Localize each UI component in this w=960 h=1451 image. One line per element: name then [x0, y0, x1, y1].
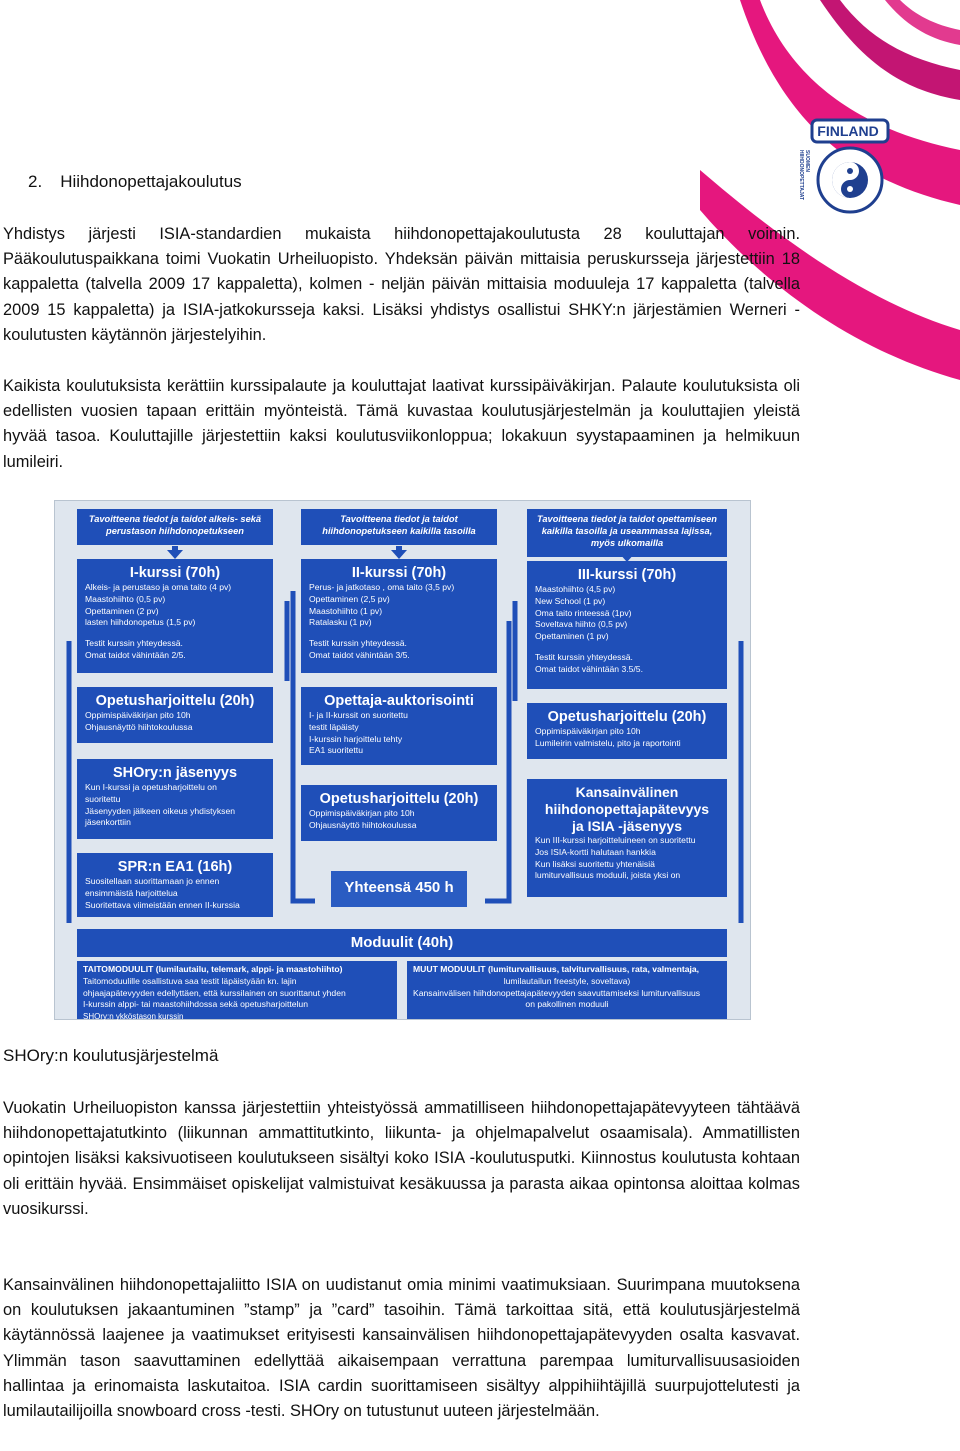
course-line: Perus- ja jatkotaso , oma taito (3,5 pv) — [309, 582, 455, 592]
spr-line: Suoritettava viimeistään ennen II-kurssia — [85, 899, 240, 910]
course-line: Ratalasku (1 pv) — [309, 617, 372, 628]
skill-modules-box — [77, 961, 397, 1022]
module-line: Kansainvälisen hiihdonopettajapätevyyden saavuttamiseksi lumiturvallisuus — [413, 987, 701, 998]
training-system-diagram — [54, 500, 751, 1020]
section-title: Hiihdonopettajakoulutus — [60, 172, 242, 191]
goal-line: Tavoitteena tiedot ja taidot — [340, 514, 458, 524]
paragraph: Yhdistys järjesti ISIA-standardien mukaista hiihdonopettajakoulutusta 28 kouluttajan voimin. Pääkoulutuspaikkana toimi Vuokatin Urheiluopisto. Yhdeksän päivän mittaisia peruskursseja järjestettiin 18 kappaletta (talvella 2009 17 kappaletta), kolmen - neljän päivän mittaisia moduuleja 17 kappaletta (talvella 2009 15 kappaletta) ja ISIA-jatkokursseja kaksi. Lisäksi yhdistys osallistui SHKY:n järjestämien Werneri -koulutusten käytännön järjestelyihin. — [3, 225, 800, 344]
logo-word: FINLAND — [817, 123, 879, 139]
course-test: Omat taidot vähintään 3/5. — [309, 649, 410, 660]
course-line: Maastohiihto (4,5 pv) — [535, 584, 616, 594]
spr-line: Suositellaan suorittamaan jo ennen — [85, 876, 220, 886]
modules-title: Moduulit (40h) — [350, 934, 454, 951]
logo-ring-text: SUOMEN HIIHDONOPETTAJAT — [798, 150, 810, 201]
goal-line: Tavoitteena tiedot ja taidot alkeis- sekä — [88, 514, 262, 524]
course-line: Opettaminen (2 pv) — [85, 605, 159, 616]
authorization-line: testit läpäisty — [309, 721, 359, 732]
paragraph: Vuokatin Urheiluopiston kanssa järjestettiin yhteistyössä ammatilliseen hiihdonopettajapätevyyteen tähtäävä hiihdonopettajatutkinto (liikunnan ammattitutkinto, liikunta- ja ohjelmapalvelut osaamisala). Ammatillisten opintojen lisäksi kaksivuotiseen koulutukseen sisältyi koko ISIA -koulutusputki. Kiinnostus koulutusta kohtaan oli erittäin hyvää. Ensimmäiset opiskelijat valmistuivat kesäkuussa ja parasta aikaa opintonsa aloittaa kolmas vuosikurssi. — [3, 1099, 800, 1218]
membership-line: Kun I-kurssi ja opetusharjoittelu on — [85, 782, 217, 792]
modules-title-box — [77, 929, 727, 957]
course-line: Alkeis- ja perustaso ja oma taito (4 pv) — [85, 582, 232, 592]
practice-line: Oppimispäiväkirjan pito 10h — [85, 710, 191, 720]
course-title: III-kurssi (70h) — [577, 567, 677, 583]
practice-line: Ohjausnäyttö hiihtokoulussa — [85, 721, 193, 732]
authorization-line: EA1 suoritettu — [309, 745, 363, 756]
course-line: Opettaminen (1 pv) — [535, 631, 609, 642]
intl-line: Kun lisäksi suoritettu yhtenäisiä — [535, 858, 655, 869]
intl-line: Jos ISIA-kortti halutaan hankkia — [535, 846, 656, 857]
course-test: Omat taidot vähintään 3.5/5. — [535, 663, 643, 674]
goal-line: hiihdonopetukseen kaikilla tasoilla — [322, 526, 476, 536]
course-title: II-kurssi (70h) — [351, 565, 447, 581]
intl-title: hiihdonopettajapätevyys — [544, 801, 710, 817]
module-line: lumilautailun freestyle, soveltava) — [503, 975, 631, 986]
goal-line: myös ulkomailla — [590, 538, 664, 548]
course-test: Testit kurssin yhteydessä. — [309, 638, 407, 649]
course-title: I-kurssi (70h) — [129, 565, 221, 581]
intl-title: Kansainvälinen — [575, 784, 679, 800]
module-line: I-kurssin alppi- tai maastohiihdossa sekä opetusharjoittelun — [83, 999, 308, 1010]
practice-line: Ohjausnäyttö hiihtokoulussa — [309, 819, 417, 830]
practice-line: Oppimispäiväkirjan pito 10h — [535, 726, 641, 736]
authorization-line: I-kurssin harjoittelu tehty — [309, 733, 403, 744]
course-test: Testit kurssin yhteydessä. — [535, 651, 633, 662]
body-text-1 — [3, 222, 800, 348]
membership-line: suoritettu — [85, 793, 121, 804]
section-heading — [28, 172, 260, 192]
intl-line: lumiturvallisuus moduuli, joista yksi on — [535, 870, 681, 881]
modules-section — [77, 929, 727, 1022]
paragraph: Kaikista koulutuksista kerättiin kurssipalaute ja kouluttajat laativat kurssipäiväkirjan. Palaute koulutuksista oli edellisten vuosien tapaan erittäin myönteistä. Tämä kuvastaa koulutusjärjestelmän ja kouluttajien yleistä hyvää tasoa. Kouluttajille järjestettiin kaksi koulutusviikonloppua; lokakuun syystapaaminen ja helmikuun lumileiri. — [3, 377, 800, 471]
total-hours: Yhteensä 450 h — [344, 879, 454, 896]
course-line: Soveltava hiihto (0,5 pv) — [535, 619, 628, 630]
diagram-caption: SHOry:n koulutusjärjestelmä — [3, 1046, 219, 1065]
course-test: Omat taidot vähintään 2/5. — [85, 649, 186, 660]
goal-line: kaikilla tasoilla ja useammassa lajissa, — [541, 526, 713, 536]
body-text-2 — [3, 374, 800, 475]
module-line: TAITOMODUULIT (lumilautailu, telemark, alppi- ja maastohiihto) — [83, 964, 343, 974]
goal-line: Tavoitteena tiedot ja taidot opettamiseen — [537, 514, 717, 524]
module-line: on pakollinen moduuli — [525, 999, 609, 1010]
body-text-4 — [3, 1273, 800, 1424]
course-line: Opettaminen (2,5 pv) — [309, 593, 390, 604]
intl-title: ja ISIA -jäsenyys — [572, 818, 682, 834]
spr-line: ensimmäistä harjoittelua — [85, 887, 178, 898]
membership-line: Jäsenyyden jälkeen oikeus yhdistyksen — [85, 805, 236, 816]
membership-title: SHOry:n jäsenyys — [112, 765, 238, 781]
practice-line: Oppimispäiväkirjan pito 10h — [309, 808, 415, 818]
module-line: SHOry:n ykköstason kurssin — [83, 1012, 184, 1022]
authorization-title: Opettaja-auktorisointi — [324, 693, 474, 709]
course-line: Maastohiihto (1 pv) — [309, 605, 383, 616]
module-line: ohjaajapätevyyden edellyttäen, että kurssilainen on suorittanut yhden — [83, 987, 346, 998]
course-line: New School (1 pv) — [535, 595, 606, 606]
goal-line: perustason hiihdonopetukseen — [106, 526, 244, 536]
practice-title: Opetusharjoittelu (20h) — [95, 693, 255, 709]
practice-title: Opetusharjoittelu (20h) — [547, 709, 707, 725]
practice-line: Lumileirin valmistelu, pito ja raportointi — [535, 737, 681, 748]
other-modules-box — [407, 961, 727, 1019]
paragraph: Kansainvälinen hiihdonopettajaliitto ISIA on uudistanut omia minimi vaatimuksiaan. Suurimpana muutoksena on koulutuksen jakaantuminen ”stamp” ja ”card” tasoihin. Tämä tarkoittaa sitä, että koulutusjärjestelmä käytännössä laajenee ja vaatimukset erityisesti kansainvälisen hiihdonopettajapätevyyden osalta kasvavat. Ylimmän tason saavuttaminen edellyttää aikaisempaan verrattuna parempaa lumiturvallisuusasioiden hallintaa ja erinomaista laskutaitoa. ISIA cardin suorittamiseen sisältyy alppihiihtäjillä suurpujottelutesti ja lumilautailijoilla snowboard cross -testi. SHOry on tutustunut uuteen järjestelmään. — [3, 1276, 800, 1421]
practice-title: Opetusharjoittelu (20h) — [319, 791, 479, 807]
course-test: Testit kurssin yhteydessä. — [85, 638, 183, 649]
spr-title: SPR:n EA1 (16h) — [117, 859, 233, 875]
authorization-line: I- ja II-kurssit on suoritettu — [309, 710, 408, 720]
section-number: 2. — [28, 172, 43, 191]
intl-line: Kun III-kurssi harjoitteluineen on suoritettu — [535, 835, 696, 845]
body-text-3 — [3, 1096, 800, 1222]
course-line: Maastohiihto (0,5 pv) — [85, 593, 166, 604]
module-line: MUUT MODUULIT (lumiturvallisuus, talviturvallisuus, rata, valmentaja, — [413, 964, 700, 974]
membership-line: jäsenkorttiin — [85, 817, 131, 828]
module-line: Taitomoduulille osallistuva saa testit läpäistyään kn. lajin — [83, 975, 297, 986]
course-line: lasten hiihdonopetus (1,5 pv) — [85, 617, 196, 628]
course-line: Oma taito rinteessä (1pv) — [535, 607, 632, 618]
